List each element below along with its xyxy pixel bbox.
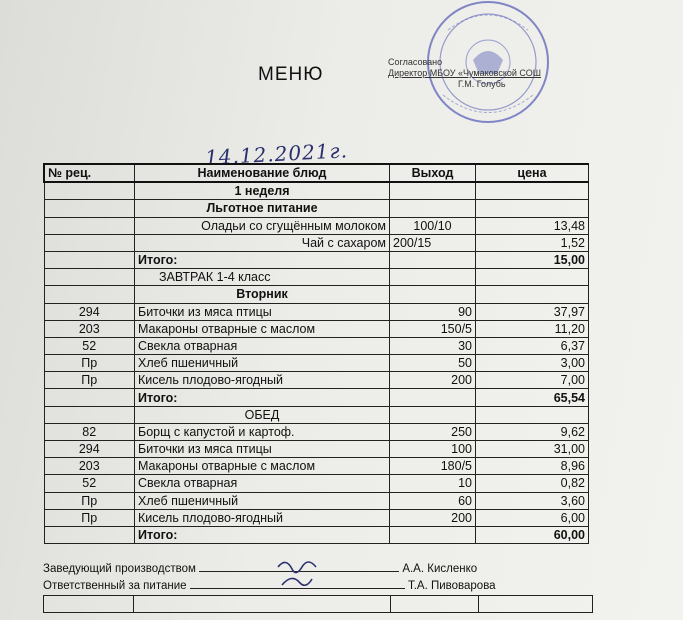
dish-yield: 100 bbox=[390, 441, 476, 458]
recipe-number: Пр bbox=[44, 509, 135, 526]
footer-label: Ответственный за питание bbox=[43, 580, 187, 592]
recipe-number: Пр bbox=[44, 372, 135, 389]
table-header-row bbox=[44, 164, 589, 182]
dish-price: 6,37 bbox=[476, 337, 589, 354]
dish-price: 13,48 bbox=[476, 217, 589, 234]
menu-table bbox=[43, 163, 589, 544]
total-value: 65,54 bbox=[476, 389, 589, 406]
dish-price: 3,00 bbox=[476, 355, 589, 372]
approval-block bbox=[388, 57, 541, 90]
week-label: 1 неделя bbox=[135, 182, 390, 200]
dish-price: 31,00 bbox=[476, 441, 589, 458]
recipe-number: Пр bbox=[44, 492, 135, 509]
dish-name: Биточки из мяса птицы bbox=[135, 441, 390, 458]
table-row bbox=[44, 234, 589, 251]
dish-name: Макароны отварные с маслом bbox=[135, 458, 390, 475]
table-row bbox=[44, 269, 589, 286]
dish-name: Оладьи со сгущённым молоком bbox=[135, 217, 390, 234]
header-dish: Наименование блюд bbox=[135, 164, 390, 182]
lunch-title: ОБЕД bbox=[135, 406, 390, 423]
recipe-number: 52 bbox=[44, 337, 135, 354]
handwritten-date: 14.12.2021г. bbox=[204, 138, 349, 170]
table-row bbox=[44, 441, 589, 458]
table-row bbox=[44, 303, 589, 320]
table-row bbox=[44, 475, 589, 492]
table-row bbox=[44, 251, 589, 268]
footer-line-manager bbox=[43, 563, 477, 575]
dish-yield: 100/10 bbox=[390, 217, 476, 234]
dish-yield: 30 bbox=[390, 337, 476, 354]
approval-line-1: Согласовано bbox=[388, 57, 443, 67]
table-row bbox=[44, 320, 589, 337]
recipe-number: 203 bbox=[44, 458, 135, 475]
dish-yield: 180/5 bbox=[390, 458, 476, 475]
table-row bbox=[44, 492, 589, 509]
dish-name: Хлеб пшеничный bbox=[135, 355, 390, 372]
dish-yield: 250 bbox=[390, 423, 476, 440]
dish-name: Хлеб пшеничный bbox=[135, 492, 390, 509]
recipe-number: Пр bbox=[44, 355, 135, 372]
table-row bbox=[44, 355, 589, 372]
approval-line-3: Г.М. Голубь bbox=[458, 79, 506, 89]
table-row bbox=[44, 182, 589, 200]
table-row bbox=[44, 372, 589, 389]
handwritten-signature bbox=[272, 555, 332, 595]
dish-yield: 90 bbox=[390, 303, 476, 320]
dish-price: 8,96 bbox=[476, 458, 589, 475]
dish-price: 1,52 bbox=[476, 234, 589, 251]
dish-name: Кисель плодово-ягодный bbox=[135, 509, 390, 526]
dish-price: 11,20 bbox=[476, 320, 589, 337]
dish-name: Свекла отварная bbox=[135, 475, 390, 492]
table-row bbox=[44, 406, 589, 423]
section-lgot: Льготное питание bbox=[135, 200, 390, 217]
dish-price: 0,82 bbox=[476, 475, 589, 492]
recipe-number: 52 bbox=[44, 475, 135, 492]
dish-yield: 200 bbox=[390, 372, 476, 389]
dish-name: Свекла отварная bbox=[135, 337, 390, 354]
dish-price: 37,97 bbox=[476, 303, 589, 320]
page-title: МЕНЮ bbox=[258, 64, 324, 85]
table-row bbox=[44, 337, 589, 354]
footer-label: Заведующий производством bbox=[43, 563, 196, 575]
table-row bbox=[44, 217, 589, 234]
dish-yield: 200 bbox=[390, 509, 476, 526]
dish-name: Биточки из мяса птицы bbox=[135, 303, 390, 320]
dish-name: Борщ с капустой и картоф. bbox=[135, 423, 390, 440]
total-label: Итого: bbox=[135, 526, 390, 543]
dish-price: 7,00 bbox=[476, 372, 589, 389]
header-recipe: № рец. bbox=[44, 164, 135, 182]
recipe-number: 294 bbox=[44, 441, 135, 458]
total-value: 60,00 bbox=[476, 526, 589, 543]
recipe-number: 294 bbox=[44, 303, 135, 320]
table-row bbox=[44, 389, 589, 406]
footer-line-responsible bbox=[43, 580, 496, 592]
table-row bbox=[44, 458, 589, 475]
dish-name: Чай с сахаром bbox=[135, 234, 390, 251]
dish-name: Макароны отварные с маслом bbox=[135, 320, 390, 337]
dish-yield: 150/5 bbox=[390, 320, 476, 337]
footer-name: А.А. Кисленко bbox=[402, 563, 478, 575]
header-price: цена bbox=[476, 164, 589, 182]
table-row bbox=[44, 509, 589, 526]
header-yield: Выход bbox=[390, 164, 476, 182]
approval-line-2: Директор МБОУ «Чумаковской СОШ bbox=[388, 68, 541, 78]
dish-price: 3,60 bbox=[476, 492, 589, 509]
bottom-empty-table bbox=[43, 595, 593, 613]
total-label: Итого: bbox=[135, 251, 390, 268]
table-row bbox=[44, 286, 589, 303]
dish-yield: 200/15 bbox=[390, 234, 476, 251]
dish-name: Кисель плодово-ягодный bbox=[135, 372, 390, 389]
dish-yield: 50 bbox=[390, 355, 476, 372]
breakfast-title: ЗАВТРАК 1-4 класс bbox=[135, 269, 390, 286]
table-row bbox=[44, 423, 589, 440]
table-row bbox=[44, 526, 589, 543]
dish-price: 9,62 bbox=[476, 423, 589, 440]
total-label: Итого: bbox=[135, 389, 390, 406]
total-value: 15,00 bbox=[476, 251, 589, 268]
day-label: Вторник bbox=[135, 286, 390, 303]
recipe-number: 203 bbox=[44, 320, 135, 337]
recipe-number: 82 bbox=[44, 423, 135, 440]
dish-yield: 60 bbox=[390, 492, 476, 509]
dish-price: 6,00 bbox=[476, 509, 589, 526]
dish-yield: 10 bbox=[390, 475, 476, 492]
footer-name: Т.А. Пивоварова bbox=[407, 580, 496, 592]
table-row bbox=[44, 200, 589, 217]
table-row bbox=[44, 596, 593, 613]
